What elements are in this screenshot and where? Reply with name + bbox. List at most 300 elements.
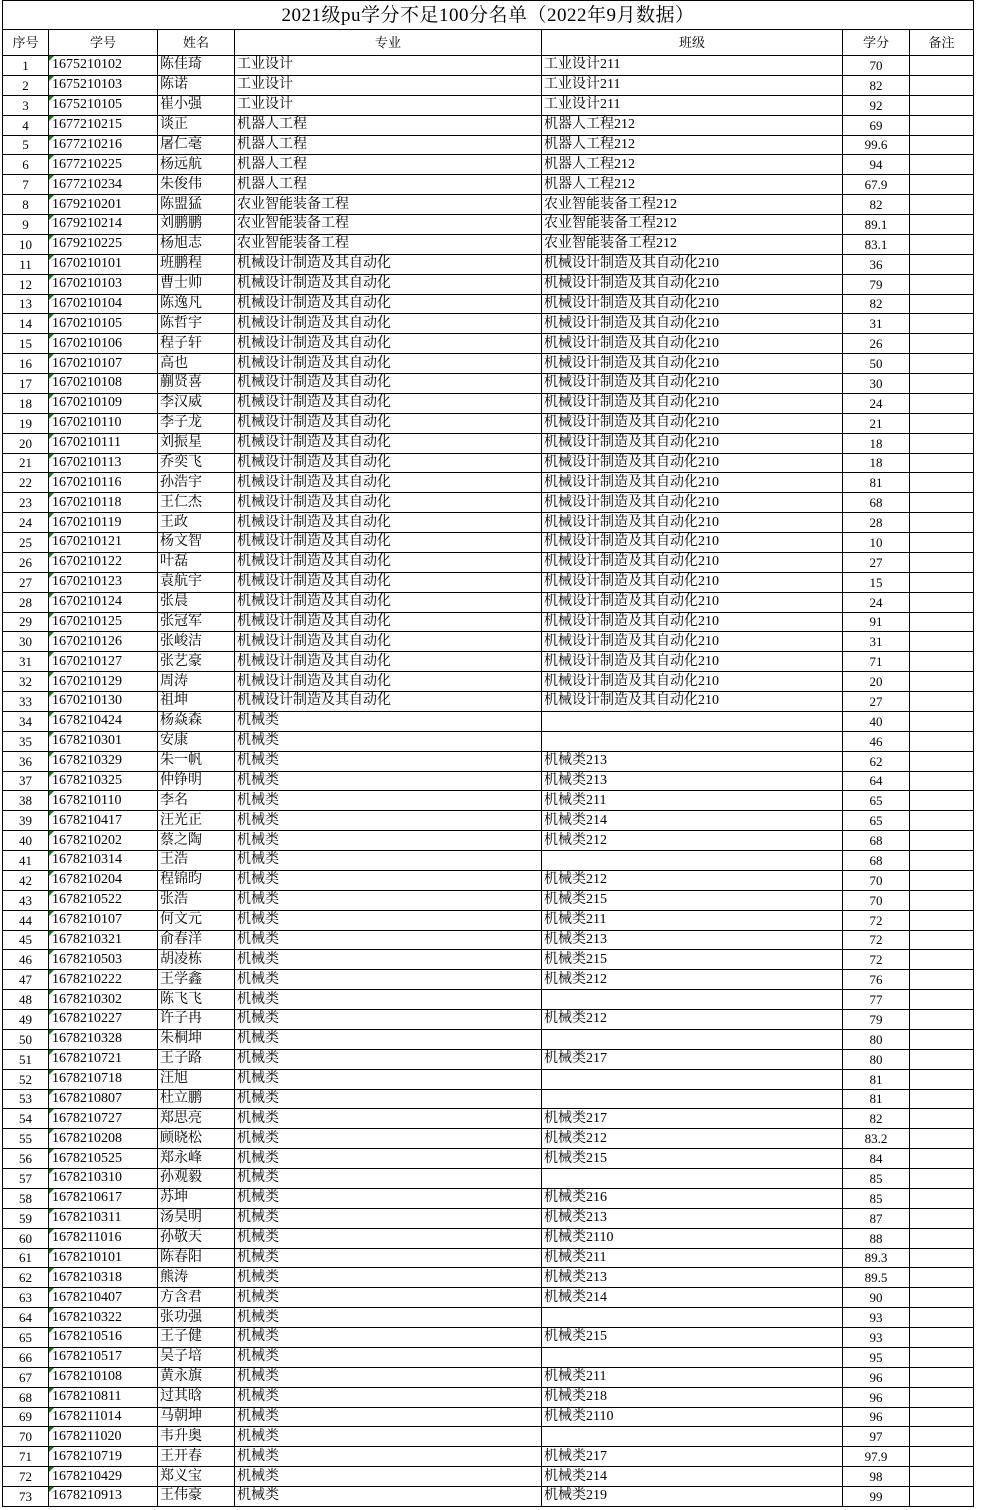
- cell-class: 机械设计制造及其自动化210: [542, 334, 843, 354]
- table-row: [3, 1109, 974, 1129]
- cell-student-id: 1679210214: [49, 215, 158, 235]
- cell-index: 64: [3, 1308, 49, 1328]
- cell-class: [542, 1029, 843, 1049]
- table-row: [3, 1288, 974, 1308]
- table-row: [3, 791, 974, 811]
- table-row: [3, 493, 974, 513]
- error-marker-icon: [49, 1010, 54, 1015]
- error-marker-icon: [49, 613, 54, 618]
- cell-credits: 31: [843, 314, 910, 334]
- cell-major: 机械类: [235, 811, 542, 831]
- cell-index: 42: [3, 870, 49, 890]
- table-row: [3, 135, 974, 155]
- cell-major: 农业智能装备工程: [235, 215, 542, 235]
- cell-class: 机器人工程212: [542, 155, 843, 175]
- cell-index: 8: [3, 195, 49, 215]
- cell-note: [910, 1328, 974, 1348]
- cell-credits: 70: [843, 56, 910, 76]
- cell-major: 机械设计制造及其自动化: [235, 453, 542, 473]
- cell-index: 25: [3, 533, 49, 553]
- cell-index: 57: [3, 1169, 49, 1189]
- cell-name: 杨远航: [158, 155, 235, 175]
- cell-class: 机械设计制造及其自动化210: [542, 592, 843, 612]
- cell-note: [910, 413, 974, 433]
- table-row: [3, 513, 974, 533]
- cell-credits: 28: [843, 513, 910, 533]
- cell-credits: 94: [843, 155, 910, 175]
- cell-index: 40: [3, 831, 49, 851]
- cell-major: 机械类: [235, 1089, 542, 1109]
- cell-note: [910, 1487, 974, 1507]
- cell-student-id: 1670210104: [49, 294, 158, 314]
- cell-note: [910, 1129, 974, 1149]
- cell-name: 孙观毅: [158, 1169, 235, 1189]
- column-header-row: [3, 30, 974, 56]
- cell-credits: 36: [843, 254, 910, 274]
- cell-major: 机器人工程: [235, 175, 542, 195]
- cell-note: [910, 552, 974, 572]
- cell-credits: 27: [843, 692, 910, 712]
- cell-credits: 95: [843, 1347, 910, 1367]
- table-row: [3, 413, 974, 433]
- cell-name: 王政: [158, 513, 235, 533]
- cell-student-id: 1678210202: [49, 831, 158, 851]
- cell-major: 机器人工程: [235, 135, 542, 155]
- page-title: 2021级pu学分不足100分名单（2022年9月数据）: [3, 1, 974, 30]
- table-row: [3, 1427, 974, 1447]
- cell-credits: 91: [843, 612, 910, 632]
- cell-name: 崔小强: [158, 95, 235, 115]
- cell-student-id: 1670210118: [49, 493, 158, 513]
- table-row: [3, 1149, 974, 1169]
- error-marker-icon: [49, 434, 54, 439]
- cell-index: 41: [3, 851, 49, 871]
- cell-note: [910, 1029, 974, 1049]
- table-row: [3, 612, 974, 632]
- cell-index: 14: [3, 314, 49, 334]
- error-marker-icon: [49, 533, 54, 538]
- cell-name: 苏坤: [158, 1188, 235, 1208]
- cell-index: 35: [3, 731, 49, 751]
- cell-index: 1: [3, 56, 49, 76]
- cell-note: [910, 314, 974, 334]
- cell-index: 30: [3, 632, 49, 652]
- cell-class: 机器人工程212: [542, 115, 843, 135]
- cell-class: 机械类213: [542, 1268, 843, 1288]
- cell-note: [910, 1188, 974, 1208]
- cell-note: [910, 453, 974, 473]
- cell-student-id: 1679210225: [49, 234, 158, 254]
- error-marker-icon: [49, 1487, 54, 1492]
- cell-class: 机械类211: [542, 1248, 843, 1268]
- table-row: [3, 195, 974, 215]
- table-row: [3, 254, 974, 274]
- cell-index: 19: [3, 413, 49, 433]
- table-row: [3, 274, 974, 294]
- cell-note: [910, 1248, 974, 1268]
- cell-note: [910, 1228, 974, 1248]
- cell-note: [910, 612, 974, 632]
- cell-student-id: 1678210525: [49, 1149, 158, 1169]
- cell-index: 3: [3, 95, 49, 115]
- cell-student-id: 1678210522: [49, 890, 158, 910]
- cell-student-id: 1670210129: [49, 672, 158, 692]
- cell-credits: 76: [843, 970, 910, 990]
- cell-major: 机械类: [235, 1407, 542, 1427]
- cell-index: 38: [3, 791, 49, 811]
- cell-note: [910, 393, 974, 413]
- cell-major: 机械类: [235, 1129, 542, 1149]
- cell-class: 工业设计211: [542, 95, 843, 115]
- cell-index: 12: [3, 274, 49, 294]
- cell-index: 44: [3, 910, 49, 930]
- table-row: [3, 175, 974, 195]
- cell-major: 机械类: [235, 1387, 542, 1407]
- table-row: [3, 652, 974, 672]
- table-row: [3, 234, 974, 254]
- cell-name: 杨焱森: [158, 711, 235, 731]
- cell-note: [910, 1288, 974, 1308]
- cell-class: 机械类212: [542, 970, 843, 990]
- cell-class: 机械类211: [542, 910, 843, 930]
- cell-major: 机械设计制造及其自动化: [235, 493, 542, 513]
- cell-credits: 26: [843, 334, 910, 354]
- cell-name: 杨旭志: [158, 234, 235, 254]
- cell-index: 11: [3, 254, 49, 274]
- table-row: [3, 572, 974, 592]
- cell-student-id: 1678210719: [49, 1447, 158, 1467]
- cell-student-id: 1678210727: [49, 1109, 158, 1129]
- cell-index: 15: [3, 334, 49, 354]
- cell-note: [910, 990, 974, 1010]
- cell-index: 17: [3, 374, 49, 394]
- table-row: [3, 1169, 974, 1189]
- cell-credits: 88: [843, 1228, 910, 1248]
- cell-student-id: 1678210807: [49, 1089, 158, 1109]
- error-marker-icon: [49, 1288, 54, 1293]
- cell-class: 机械类211: [542, 791, 843, 811]
- table-row: [3, 115, 974, 135]
- cell-note: [910, 652, 974, 672]
- cell-name: 韦升奥: [158, 1427, 235, 1447]
- cell-student-id: 1678211020: [49, 1427, 158, 1447]
- table-row: [3, 533, 974, 553]
- cell-credits: 79: [843, 1010, 910, 1030]
- cell-major: 机械类: [235, 990, 542, 1010]
- cell-index: 63: [3, 1288, 49, 1308]
- cell-student-id: 1678210429: [49, 1467, 158, 1487]
- cell-class: [542, 1347, 843, 1367]
- cell-student-id: 1675210103: [49, 75, 158, 95]
- table-row: [3, 433, 974, 453]
- cell-index: 24: [3, 513, 49, 533]
- cell-name: 方含君: [158, 1288, 235, 1308]
- cell-student-id: 1678210321: [49, 930, 158, 950]
- cell-credits: 24: [843, 592, 910, 612]
- cell-name: 安康: [158, 731, 235, 751]
- title-row: [3, 1, 974, 30]
- cell-name: 李子龙: [158, 413, 235, 433]
- cell-index: 22: [3, 473, 49, 493]
- error-marker-icon: [49, 1169, 54, 1174]
- cell-name: 王仁杰: [158, 493, 235, 513]
- cell-credits: 46: [843, 731, 910, 751]
- table-row: [3, 1308, 974, 1328]
- table-row: [3, 1029, 974, 1049]
- cell-credits: 20: [843, 672, 910, 692]
- cell-class: [542, 851, 843, 871]
- error-marker-icon: [49, 1209, 54, 1214]
- cell-note: [910, 254, 974, 274]
- cell-student-id: 1678210101: [49, 1248, 158, 1268]
- cell-note: [910, 930, 974, 950]
- cell-credits: 89.1: [843, 215, 910, 235]
- cell-index: 20: [3, 433, 49, 453]
- cell-index: 59: [3, 1208, 49, 1228]
- cell-major: 机械类: [235, 970, 542, 990]
- error-marker-icon: [49, 1129, 54, 1134]
- cell-credits: 89.3: [843, 1248, 910, 1268]
- error-marker-icon: [49, 454, 54, 459]
- cell-name: 孙浩宇: [158, 473, 235, 493]
- cell-credits: 93: [843, 1328, 910, 1348]
- cell-major: 机械设计制造及其自动化: [235, 632, 542, 652]
- error-marker-icon: [49, 195, 54, 200]
- cell-class: 机械类217: [542, 1049, 843, 1069]
- cell-student-id: 1670210127: [49, 652, 158, 672]
- table-row: [3, 870, 974, 890]
- table-row: [3, 751, 974, 771]
- error-marker-icon: [49, 1090, 54, 1095]
- cell-note: [910, 473, 974, 493]
- table-row: [3, 393, 974, 413]
- cell-index: 27: [3, 572, 49, 592]
- cell-credits: 10: [843, 533, 910, 553]
- error-marker-icon: [49, 56, 54, 61]
- cell-major: 机械设计制造及其自动化: [235, 473, 542, 493]
- table-row: [3, 354, 974, 374]
- cell-major: 机械设计制造及其自动化: [235, 274, 542, 294]
- cell-name: 刘振星: [158, 433, 235, 453]
- cell-note: [910, 632, 974, 652]
- cell-name: 李名: [158, 791, 235, 811]
- error-marker-icon: [49, 891, 54, 896]
- cell-name: 郑永峰: [158, 1149, 235, 1169]
- table-row: [3, 890, 974, 910]
- table-row: [3, 990, 974, 1010]
- cell-class: 机械类214: [542, 1467, 843, 1487]
- table-row: [3, 314, 974, 334]
- cell-name: 高也: [158, 354, 235, 374]
- cell-note: [910, 195, 974, 215]
- cell-index: 18: [3, 393, 49, 413]
- cell-name: 张功强: [158, 1308, 235, 1328]
- cell-major: 机械设计制造及其自动化: [235, 294, 542, 314]
- table-row: [3, 1208, 974, 1228]
- cell-credits: 67.9: [843, 175, 910, 195]
- error-marker-icon: [49, 950, 54, 955]
- cell-major: 机械设计制造及其自动化: [235, 433, 542, 453]
- cell-name: 吴子培: [158, 1347, 235, 1367]
- cell-class: 机械设计制造及其自动化210: [542, 354, 843, 374]
- cell-name: 蔡之陶: [158, 831, 235, 851]
- cell-major: 机械类: [235, 1427, 542, 1447]
- cell-class: 机械设计制造及其自动化210: [542, 513, 843, 533]
- cell-name: 杨文智: [158, 533, 235, 553]
- cell-note: [910, 1407, 974, 1427]
- cell-major: 工业设计: [235, 95, 542, 115]
- cell-index: 51: [3, 1049, 49, 1069]
- cell-note: [910, 672, 974, 692]
- cell-major: 机械类: [235, 1069, 542, 1089]
- error-marker-icon: [49, 990, 54, 995]
- cell-index: 52: [3, 1069, 49, 1089]
- cell-major: 机械类: [235, 1487, 542, 1507]
- error-marker-icon: [49, 414, 54, 419]
- cell-class: 机械类215: [542, 890, 843, 910]
- cell-note: [910, 791, 974, 811]
- table-row: [3, 1467, 974, 1487]
- cell-major: 机械类: [235, 1467, 542, 1487]
- cell-index: 66: [3, 1347, 49, 1367]
- cell-note: [910, 1387, 974, 1407]
- cell-class: 机械类213: [542, 1208, 843, 1228]
- cell-major: 机械类: [235, 1228, 542, 1248]
- cell-class: 机械设计制造及其自动化210: [542, 692, 843, 712]
- cell-credits: 85: [843, 1188, 910, 1208]
- error-marker-icon: [49, 394, 54, 399]
- cell-credits: 72: [843, 950, 910, 970]
- cell-student-id: 1678210516: [49, 1328, 158, 1348]
- cell-major: 农业智能装备工程: [235, 234, 542, 254]
- cell-major: 机械设计制造及其自动化: [235, 672, 542, 692]
- cell-major: 机械类: [235, 831, 542, 851]
- cell-class: 机械类212: [542, 1129, 843, 1149]
- error-marker-icon: [49, 215, 54, 220]
- cell-major: 机械类: [235, 1347, 542, 1367]
- cell-student-id: 1678210913: [49, 1487, 158, 1507]
- error-marker-icon: [49, 652, 54, 657]
- cell-major: 机械设计制造及其自动化: [235, 533, 542, 553]
- table-row: [3, 1248, 974, 1268]
- error-marker-icon: [49, 752, 54, 757]
- cell-major: 机械类: [235, 771, 542, 791]
- cell-student-id: 1678210107: [49, 910, 158, 930]
- cell-note: [910, 910, 974, 930]
- cell-credits: 70: [843, 870, 910, 890]
- error-marker-icon: [49, 1368, 54, 1373]
- table-row: [3, 831, 974, 851]
- error-marker-icon: [49, 96, 54, 101]
- error-marker-icon: [49, 632, 54, 637]
- error-marker-icon: [49, 573, 54, 578]
- cell-name: 陈诺: [158, 75, 235, 95]
- cell-student-id: 1678210227: [49, 1010, 158, 1030]
- cell-class: 机器人工程212: [542, 135, 843, 155]
- cell-note: [910, 334, 974, 354]
- cell-note: [910, 751, 974, 771]
- error-marker-icon: [49, 1109, 54, 1114]
- cell-student-id: 1670210101: [49, 254, 158, 274]
- error-marker-icon: [49, 1308, 54, 1313]
- cell-note: [910, 1069, 974, 1089]
- cell-major: 机械类: [235, 1169, 542, 1189]
- cell-index: 6: [3, 155, 49, 175]
- cell-student-id: 1679210201: [49, 195, 158, 215]
- cell-index: 72: [3, 1467, 49, 1487]
- table-row: [3, 453, 974, 473]
- cell-credits: 97: [843, 1427, 910, 1447]
- cell-credits: 27: [843, 552, 910, 572]
- cell-note: [910, 1268, 974, 1288]
- table-row: [3, 950, 974, 970]
- table-row: [3, 155, 974, 175]
- cell-note: [910, 95, 974, 115]
- cell-note: [910, 811, 974, 831]
- error-marker-icon: [49, 791, 54, 796]
- cell-name: 黄永旗: [158, 1367, 235, 1387]
- cell-major: 机械类: [235, 1308, 542, 1328]
- cell-name: 陈哲宇: [158, 314, 235, 334]
- cell-student-id: 1670210107: [49, 354, 158, 374]
- cell-name: 张浩: [158, 890, 235, 910]
- cell-name: 陈春阳: [158, 1248, 235, 1268]
- cell-class: 机械设计制造及其自动化210: [542, 314, 843, 334]
- cell-name: 郑思亮: [158, 1109, 235, 1129]
- table-row: [3, 1347, 974, 1367]
- cell-credits: 72: [843, 930, 910, 950]
- error-marker-icon: [49, 374, 54, 379]
- cell-index: 39: [3, 811, 49, 831]
- cell-note: [910, 870, 974, 890]
- cell-class: 机械设计制造及其自动化210: [542, 413, 843, 433]
- cell-name: 乔奕飞: [158, 453, 235, 473]
- error-marker-icon: [49, 1249, 54, 1254]
- cell-index: 71: [3, 1447, 49, 1467]
- table-row: [3, 56, 974, 76]
- cell-note: [910, 274, 974, 294]
- cell-index: 26: [3, 552, 49, 572]
- table-row: [3, 731, 974, 751]
- cell-name: 程锦昀: [158, 870, 235, 890]
- cell-note: [910, 771, 974, 791]
- cell-credits: 82: [843, 75, 910, 95]
- cell-note: [910, 890, 974, 910]
- cell-credits: 69: [843, 115, 910, 135]
- cell-class: 机械类214: [542, 811, 843, 831]
- cell-name: 王学鑫: [158, 970, 235, 990]
- column-header-note: 备注: [910, 30, 974, 56]
- cell-index: 5: [3, 135, 49, 155]
- cell-note: [910, 1467, 974, 1487]
- error-marker-icon: [49, 970, 54, 975]
- error-marker-icon: [49, 493, 54, 498]
- cell-student-id: 1670210106: [49, 334, 158, 354]
- table-row: [3, 1188, 974, 1208]
- cell-student-id: 1678210811: [49, 1387, 158, 1407]
- table-row: [3, 1407, 974, 1427]
- cell-student-id: 1670210121: [49, 533, 158, 553]
- cell-name: 王子健: [158, 1328, 235, 1348]
- cell-class: 机械设计制造及其自动化210: [542, 652, 843, 672]
- cell-note: [910, 354, 974, 374]
- cell-note: [910, 115, 974, 135]
- cell-class: 机械类217: [542, 1109, 843, 1129]
- cell-student-id: 1670210124: [49, 592, 158, 612]
- error-marker-icon: [49, 811, 54, 816]
- error-marker-icon: [49, 1348, 54, 1353]
- cell-student-id: 1670210109: [49, 393, 158, 413]
